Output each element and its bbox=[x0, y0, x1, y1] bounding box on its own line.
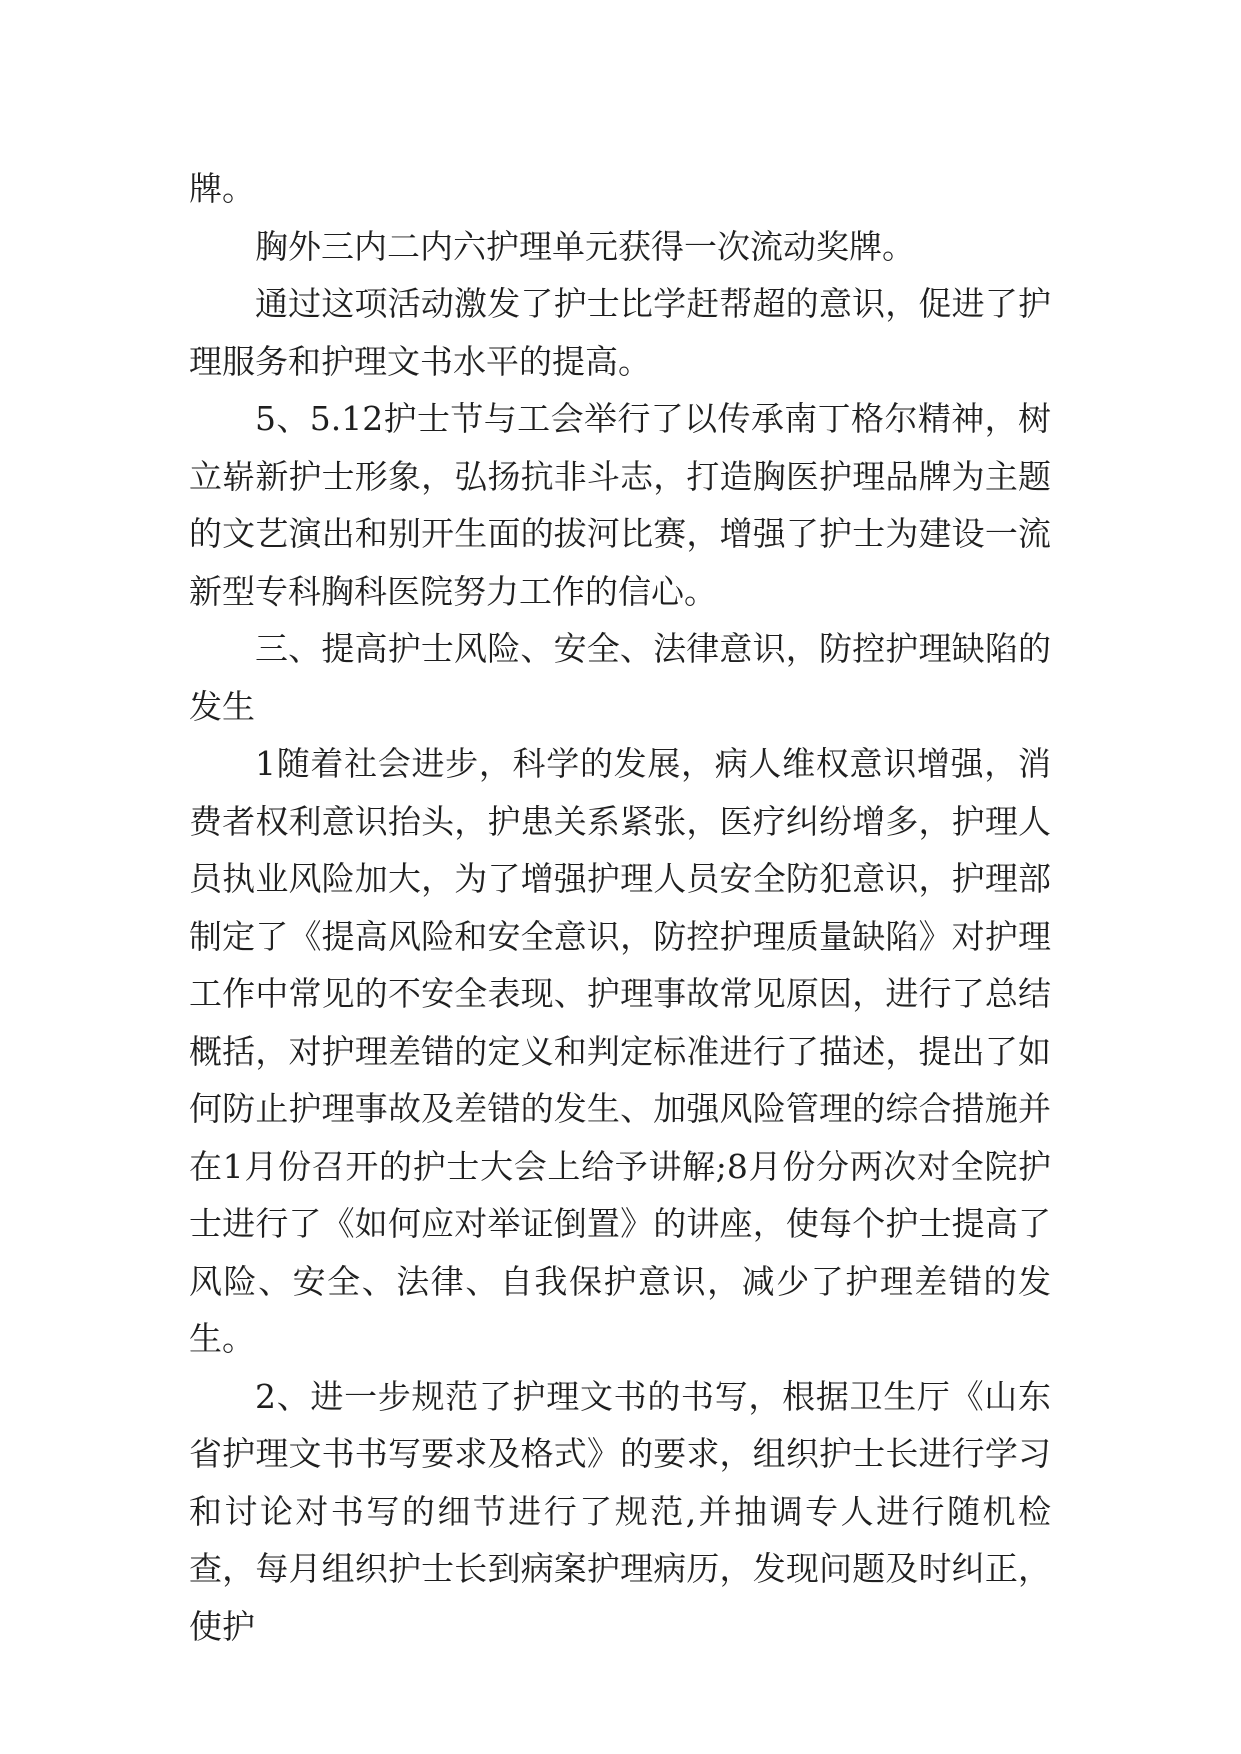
paragraph-6: 2、进一步规范了护理文书的书写，根据卫生厅《山东省护理文书书写要求及格式》的要求，组织护士长进行学习和讨论对书写的细节进行了规范,并抽调专人进行随机检查，每月组织护士长到病案护理病历，发现问题及时纠正，使护 bbox=[189, 1376, 1051, 1646]
paragraph-4: 5、5.12护士节与工会举行了以传承南丁格尔精神，树立崭新护士形象，弘扬抗非斗志，打造胸医护理品牌为主题的文艺演出和别开生面的拔河比赛，增强了护士为建设一流新型专科胸科医院努力工作的信心。 bbox=[189, 399, 1051, 611]
paragraph-5: 1随着社会进步，科学的发展，病人维权意识增强，消费者权利意识抬头，护患关系紧张，医疗纠纷增多，护理人员执业风险加大，为了增强护理人员安全防犯意识，护理部制定了《提高风险和安全意识，防控护理质量缺陷》对护理工作中常见的不安全表现、护理事故常见原因，进行了总结概括，对护理差错的定义和判定标准进行了描述，提出了如何防止护理事故及差错的发生、加强风险管理的综合措施并在1月份召开的护士大会上给予讲解;8月份分两次对全院护士进行了《如何应对举证倒置》的讲座，使每个护士提高了风险、安全、法律、自我保护意识，减少了护理差错的发生。 bbox=[189, 744, 1051, 1358]
section-heading-3: 三、提高护士风险、安全、法律意识，防控护理缺陷的发生 bbox=[189, 629, 1051, 726]
document-body bbox=[189, 160, 1051, 1655]
paragraph-2: 胸外三内二内六护理单元获得一次流动奖牌。 bbox=[255, 226, 915, 266]
paragraph-3: 通过这项活动激发了护士比学赶帮超的意识，促进了护理服务和护理文书水平的提高。 bbox=[189, 284, 1051, 381]
paragraph-1: 牌。 bbox=[189, 169, 255, 208]
